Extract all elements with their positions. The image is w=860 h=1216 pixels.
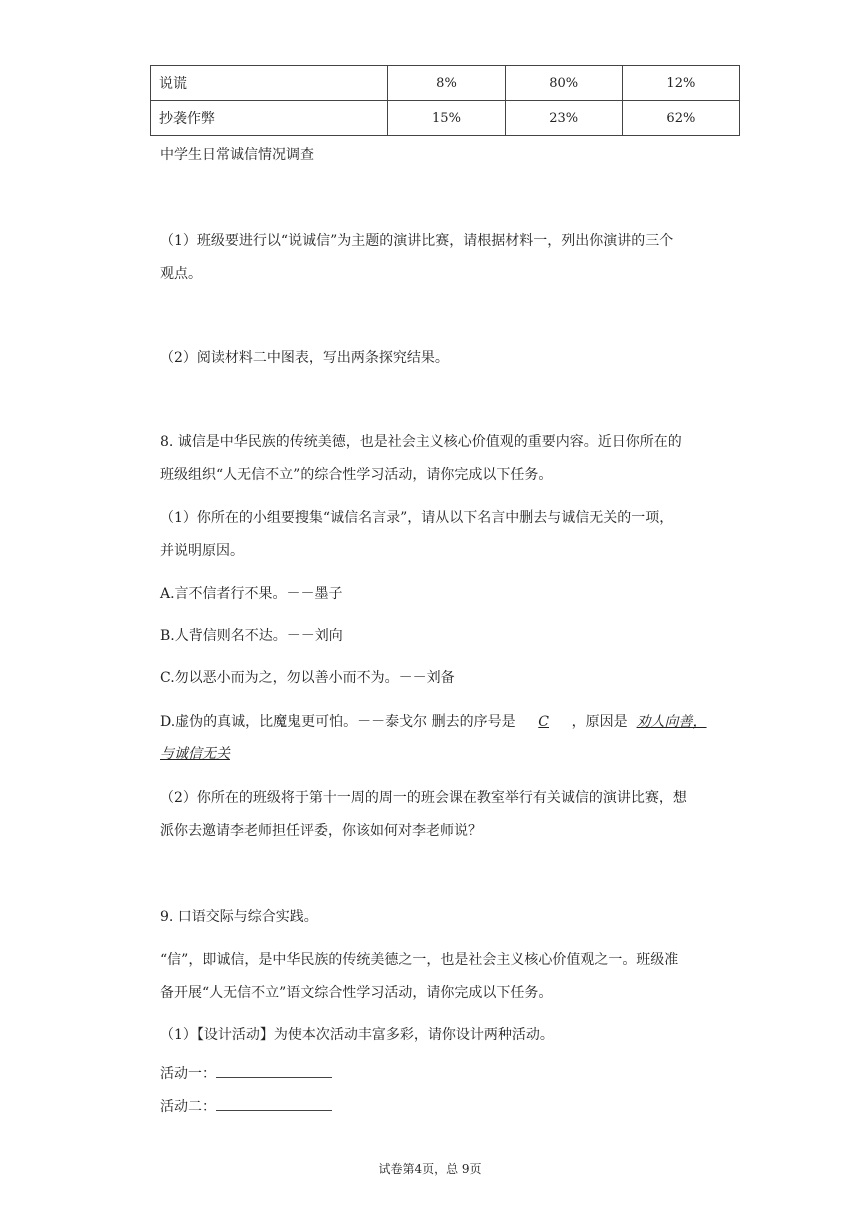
- page-footer: 试卷第4页，总 9页: [378, 1162, 482, 1176]
- reason-prefix: ，原因是: [571, 714, 628, 730]
- activity-two-blank[interactable]: [216, 1096, 332, 1111]
- q7-part1-text: 观点。: [160, 266, 202, 282]
- option-b: B.人背信则名不达。－－刘向: [160, 628, 343, 644]
- answer-reason: 劝人向善，: [636, 714, 707, 730]
- q8-part2-text: 派你去邀请李老师担任评委，你该如何对李老师说？: [160, 823, 482, 839]
- q8-part1-text: （1）你所在的小组要搜集“诚信名言录”，请从以下名言中删去与诚信无关的一项，: [160, 510, 674, 526]
- table-caption: 中学生日常诚信情况调查: [160, 147, 314, 163]
- table-cell-value: 15%: [388, 101, 505, 136]
- answer-reason: 与诚信无关: [160, 746, 230, 762]
- option-c: C.勿以恶小而为之，勿以善小而不为。－－刘备: [160, 670, 455, 686]
- table-cell-value: 62%: [622, 101, 739, 136]
- activity-two-label: 活动二：: [160, 1099, 216, 1115]
- q9-part1-text: （1）【设计活动】为使本次活动丰富多彩，请你设计两种活动。: [160, 1027, 554, 1043]
- option-d: D.虚伪的真诚，比魔鬼更可怕。－－泰戈尔: [160, 714, 428, 730]
- q8-intro: 8. 诚信是中华民族的传统美德，也是社会主义核心价值观的重要内容。近日你所在的: [160, 434, 682, 450]
- q9-intro: 备开展“人无信不立”语文综合性学习活动，请你完成以下任务。: [160, 985, 553, 1001]
- table-row: [151, 66, 740, 101]
- activity-one-row: [160, 1063, 332, 1084]
- q8-part1-text: 并说明原因。: [160, 543, 244, 559]
- answer-reason-line: [160, 744, 230, 764]
- q9-intro: “信”，即诚信，是中华民族的传统美德之一，也是社会主义核心价值观之一。班级准: [160, 952, 679, 968]
- answer-letter: C: [538, 714, 549, 730]
- q7-part1-text: （1）班级要进行以“说诚信”为主题的演讲比赛，请根据材料一，列出你演讲的三个: [160, 233, 674, 249]
- option-d-line: [160, 712, 707, 732]
- q9-title: 9. 口语交际与综合实践。: [160, 909, 318, 925]
- survey-table: [150, 65, 740, 136]
- table-cell-value: 23%: [505, 101, 622, 136]
- table-cell-value: 12%: [622, 66, 739, 101]
- q8-intro: 班级组织“人无信不立”的综合性学习活动，请你完成以下任务。: [160, 467, 553, 483]
- q7-part2-text: （2）阅读材料二中图表，写出两条探究结果。: [160, 350, 449, 366]
- table-cell-label: 抄袭作弊: [151, 101, 388, 136]
- activity-one-label: 活动一：: [160, 1066, 216, 1082]
- delete-prefix: 删去的序号是: [427, 714, 516, 730]
- activity-one-blank[interactable]: [216, 1063, 332, 1078]
- q8-part2-text: （2）你所在的班级将于第十一周的周一的班会课在教室举行有关诚信的演讲比赛，想: [160, 790, 687, 806]
- activity-two-row: [160, 1096, 332, 1117]
- table-cell-label: 说谎: [151, 66, 388, 101]
- table-cell-value: 80%: [505, 66, 622, 101]
- option-a: A.言不信者行不果。－－墨子: [160, 586, 343, 602]
- table-cell-value: 8%: [388, 66, 505, 101]
- table-row: [151, 101, 740, 136]
